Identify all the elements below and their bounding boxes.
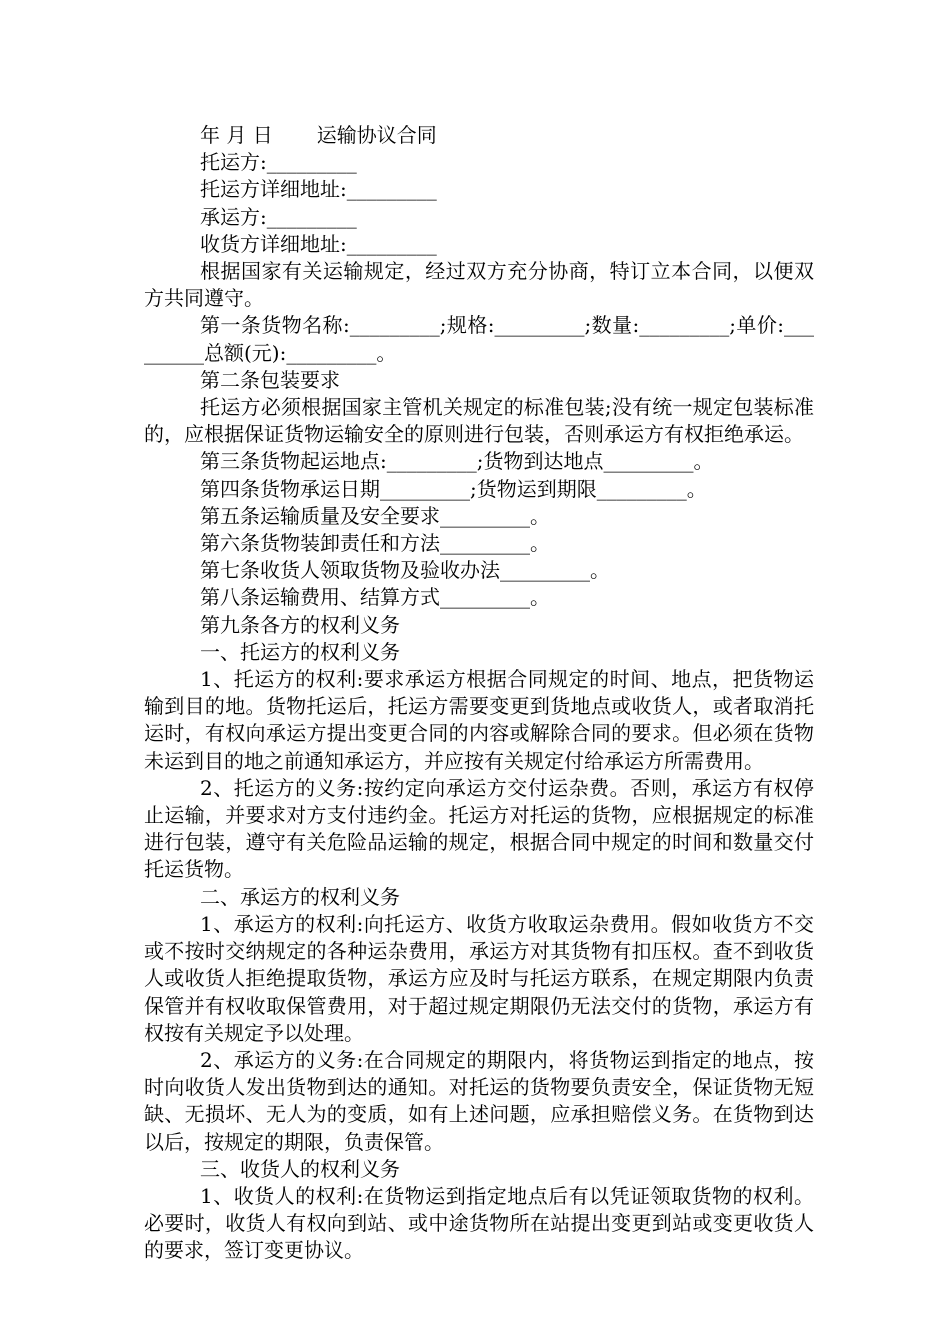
contract-document [144, 122, 814, 1265]
document-title: 运输协议合同 [316, 123, 437, 147]
section-1-paragraph-1: 1、托运方的权利:要求承运方根据合同规定的时间、地点，把货物运输到目的地。货物托运后，托运方需要变更到货地点或收货人，或者取消托运时，有权向承运方提出变更合同的内容或解除合同的要求。但必须在货物未运到目的地之前通知承运方，并应按有关规定付给承运方所需费用。 [144, 667, 814, 773]
consignee-address-field: 收货方详细地址:_________ [200, 231, 437, 256]
section-2-paragraph-1: 1、承运方的权利:向托运方、收货方收取运杂费用。假如收货方不交或不按时交纳规定的各种运杂费用，承运方对其货物有扣压权。查不到收货人或收货人拒绝提取货物，承运方应及时与托运方联系，在规定期限内负责保管并有权收取保管费用，对于超过规定期限仍无法交付的货物，承运方有权按有关规定予以处理。 [144, 911, 814, 1045]
article-6: 第六条货物装卸责任和方法_________。 [200, 531, 550, 556]
article-2-text: 托运方必须根据国家主管机关规定的标准包装;没有统一规定包装标准的，应根据保证货物运输安全的原则进行包装，否则承运方有权拒绝承运。 [144, 395, 814, 447]
header-line [144, 122, 814, 149]
section-2-title: 二、承运方的权利义务 [200, 884, 400, 909]
section-3-paragraph-1: 1、收货人的权利:在货物运到指定地点后有以凭证领取货物的权利。必要时，收货人有权向到站、或中途货物所在站提出变更到站或变更收货人的要求，签订变更协议。 [144, 1183, 814, 1263]
carrier-field: 承运方:_________ [200, 204, 357, 229]
section-2-paragraph-2: 2、承运方的义务:在合同规定的期限内，将货物运到指定的地点，按时向收货人发出货物到达的通知。对托运的货物要负责安全，保证货物无短缺、无损坏、无人为的变质，如有上述问题，应承担赔偿义务。在货物到达以后，按规定的期限，负责保管。 [144, 1047, 814, 1154]
section-1-paragraph-2: 2、托运方的义务:按约定向承运方交付运杂费。否则，承运方有权停止运输，并要求对方支付违约金。托运方对托运的货物，应根据规定的标准进行包装，遵守有关危险品运输的规定，根据合同中规定的时间和数量交付托运货物。 [144, 775, 814, 882]
section-3-title: 三、收货人的权利义务 [200, 1156, 400, 1181]
article-8: 第八条运输费用、结算方式_________。 [200, 585, 550, 610]
article-7: 第七条收货人领取货物及验收办法_________。 [200, 558, 610, 583]
shipper-field: 托运方:_________ [200, 150, 357, 175]
section-1-title: 一、托运方的权利义务 [200, 639, 400, 664]
article-5: 第五条运输质量及安全要求_________。 [200, 503, 550, 528]
article-1: 第一条货物名称:_________;规格:_________;数量:_________;单价:_________总额(元):_________。 [144, 313, 814, 365]
shipper-address-field: 托运方详细地址:_________ [200, 177, 437, 202]
intro-paragraph: 根据国家有关运输规定，经过双方充分协商，特订立本合同，以便双方共同遵守。 [144, 259, 814, 311]
article-4: 第四条货物承运日期_________;货物运到期限_________。 [200, 476, 707, 501]
date-placeholder: 年 月 日 [200, 123, 273, 147]
article-9-title: 第九条各方的权利义务 [200, 612, 400, 637]
article-3: 第三条货物起运地点:_________;货物到达地点_________。 [200, 449, 714, 474]
article-2-title: 第二条包装要求 [200, 367, 340, 392]
